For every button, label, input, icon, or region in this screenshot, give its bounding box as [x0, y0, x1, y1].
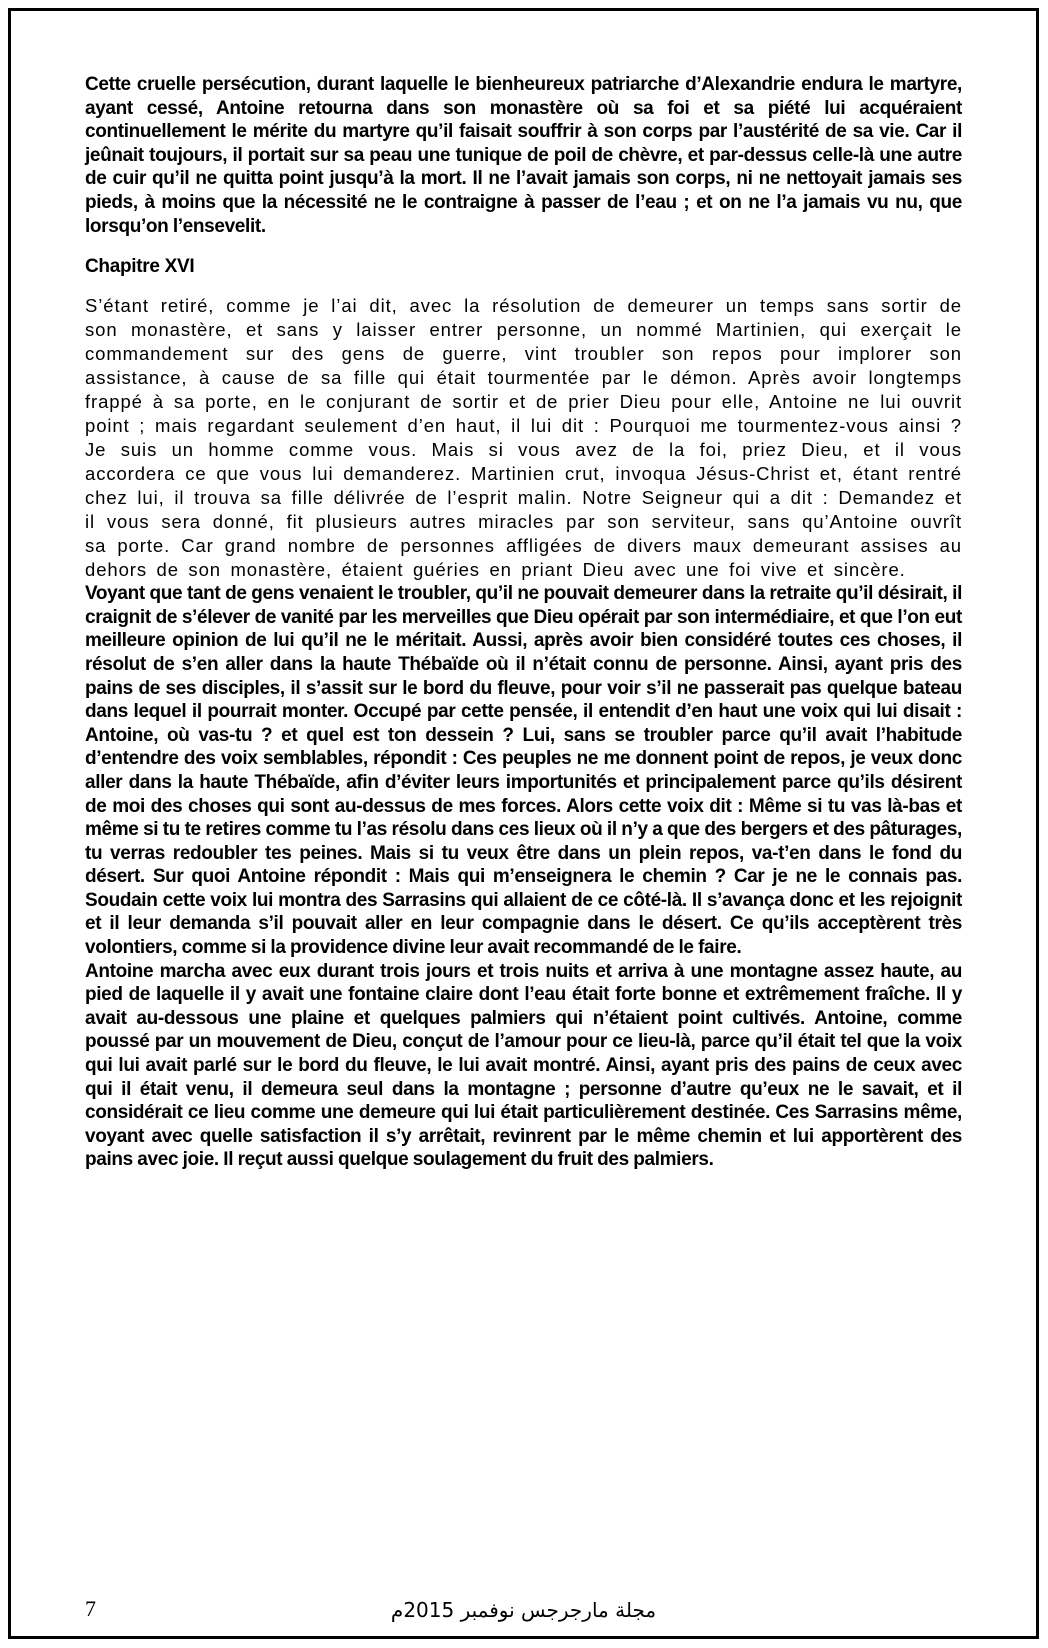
- paragraph-thebaide: Voyant que tant de gens venaient le troubler, qu’il ne pouvait demeurer dans la retraite qu’il désirait, il craignit de s’élever de vanité par les merveilles que Dieu opérait par son intermédiaire, et que l’on eut meilleure opinion de lui qu’il ne le méritait. Aussi, après avoir bien considéré toutes ces choses, il résolut de s’en aller dans la haute Thébaïde où il n’était connu de personne. Ainsi, ayant pris des pains de ses disciples, il s’assit sur le bord du fleuve, pour voir s’il ne passerait pas quelque bateau dans lequel il pourrait monter. Occupé par cette pensée, il entendit d’en haut une voix qui lui disait : Antoine, où vas-tu ? et quel est ton dessein ? Lui, sans se troubler parce qu’il avait l’habitude d’entendre des voix semblables, répondit : Ces peuples ne me donnent point de repos, je veux donc aller dans la haute Thébaïde, afin d’éviter leurs importunités et principalement parce qu’ils désirent de moi des choses qui sont au-dessus de mes forces. Alors cette voix dit : Même si tu vas là-bas et même si tu te retires comme tu l’as résolu dans ces lieux où il n’y a que des bergers et des pâturages, tu verras redoubler tes peines. Mais si tu veux être dans un plein repos, va-t’en dans le fond du désert. Sur quoi Antoine répondit : Mais qui m’enseignera le chemin ? Car je ne le connais pas. Soudain cette voix lui montra des Sarrasins qui allaient de ce côté-là. Il s’avança donc et les rejoignit et il leur demanda s’il pouvait aller en leur compagnie dans le désert. Ce qu’ils acceptèrent très volontiers, comme si la providence divine leur avait recommandé de le faire.: [85, 583, 962, 959]
- page-content: [85, 73, 962, 1172]
- footer-journal-title: مجلة مارجرجس نوفمبر 2015م: [390, 1598, 657, 1622]
- page-border: [8, 8, 1039, 1639]
- page-number: 7: [85, 1596, 96, 1621]
- paragraph-martinien: S’étant retiré, comme je l’ai dit, avec la résolution de demeurer un temps sans sortir de son monastère, et sans y laisser entrer personne, un nommé Martinien, qui exerçait le commandement sur des gens de guerre, vint troubler son repos pour implorer son assistance, à cause de sa fille qui était tourmentée par le démon. Après avoir longtemps frappé à sa porte, en le conjurant de sortir et de prier Dieu pour elle, Antoine ne lui ouvrit point ; mais regardant seulement d’en haut, il lui dit : Pourquoi me tourmentez-vous ainsi ? Je suis un homme comme vous. Mais si vous avez de la foi, priez Dieu, et il vous accordera ce que vous lui demanderez. Martinien crut, invoqua Jésus-Christ et, étant rentré chez lui, il trouva sa fille délivrée de l’esprit malin. Notre Seigneur qui a dit : Demandez et il vous sera donné, fit plusieurs autres miracles par son serviteur, sans qu’Antoine ouvrît sa porte. Car grand nombre de personnes affligées de divers maux demeurant assises au dehors de son monastère, étaient guéries en priant Dieu avec une foi vive et sincère.: [85, 295, 962, 581]
- paragraph-persecution: Cette cruelle persécution, durant laquelle le bienheureux patriarche d’Alexandrie endura le martyre, ayant cessé, Antoine retourna dans son monastère où sa foi et sa piété lui acquéraient continuellement le mérite du martyre qu’il faisait souffrir à son corps par l’austérité de sa vie. Car il jeûnait toujours, il portait sur sa peau une tunique de poil de chèvre, et par-dessus celle-là une autre de cuir qu’il ne quitta point jusqu’à la mort. Il ne l’avait jamais son corps, ni ne nettoyait jamais ses pieds, à moins que la nécessité ne le contraigne à passer de l’eau ; et on ne l’a jamais vu nu, que lorsqu’on l’ensevelit.: [85, 74, 962, 237]
- paragraph-montagne: Antoine marcha avec eux durant trois jours et trois nuits et arriva à une montagne assez haute, au pied de laquelle il y avait une fontaine claire dont l’eau était forte bonne et extrêmement fraîche. Il y avait au-dessous une plaine et quelques palmiers qui n’étaient point cultivés. Antoine, comme poussé par un mouvement de Dieu, conçut de l’amour pour ce lieu-là, parce qu’il était tel que la voix qui lui avait parlé sur le bord du fleuve, le lui avait montré. Ainsi, ayant pris des pains de ceux avec qui il était venu, il demeura seul dans la montagne ; personne d’autre qu’eux ne le savait, et il considérait ce lieu comme une demeure qui lui était particulièrement destinée. Ces Sarrasins même, voyant avec quelle satisfaction il s’y arrêtait, revinrent par le même chemin et lui apportèrent des pains avec joie. Il reçut aussi quelque soulagement du fruit des palmiers.: [85, 960, 962, 1171]
- page-footer: [85, 1592, 962, 1622]
- chapter-heading: Chapitre XVI: [85, 256, 195, 278]
